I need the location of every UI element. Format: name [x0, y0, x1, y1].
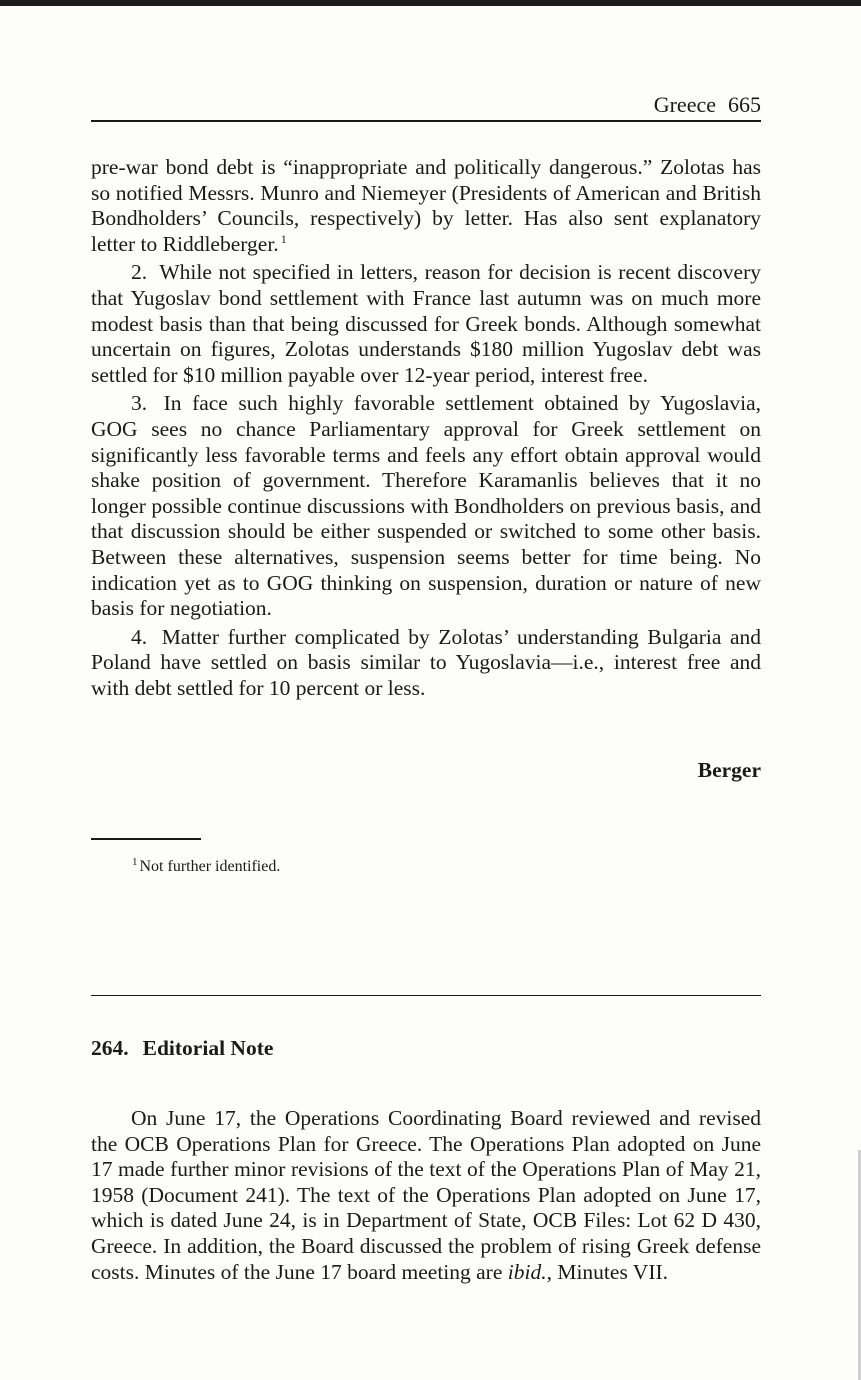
footnote	[132, 856, 752, 878]
footnote-rule	[91, 838, 201, 840]
paragraph-4-number: 4.	[131, 624, 148, 649]
paragraph-2-text: While not specified in letters, reason for decision is recent discovery that Yugoslav bond settlement with France last autumn was on much more modest basis than that being discussed for Greek bonds. Although somewhat uncertain on figures, Zolotas understands $180 million Yugoslav debt was settled for $10 million payable over 12-year period, interest free.	[91, 260, 761, 387]
telegram-body	[91, 155, 761, 704]
signature: Berger	[697, 758, 761, 782]
running-head	[91, 90, 761, 120]
paragraph-3	[91, 391, 761, 621]
section-title: Editorial Note	[142, 1036, 274, 1060]
note-text-ibid: ibid.	[507, 1259, 547, 1284]
section-number: 264.	[91, 1036, 129, 1060]
editorial-note-body	[91, 1106, 761, 1285]
footnote-ref: 1	[280, 231, 287, 246]
paragraph-1-text: pre-war bond debt is “inappropriate and politically dangerous.” Zolotas has so notified Messrs. Munro and Niemeyer (Presidents of American and British Bondholders’ Councils, respectively) by letter. Has also sent explanatory letter to Riddleberger.	[91, 155, 761, 256]
section-heading	[91, 1034, 761, 1062]
editorial-note-paragraph	[91, 1106, 761, 1285]
paragraph-1	[91, 155, 761, 257]
header-rule	[91, 120, 761, 122]
note-text-main: On June 17, the Operations Coordinating Board reviewed and revised the OCB Operations Plan for Greece. The Operations Plan adopted on June 17 made further minor revisions of the text of the Operations Plan of May 21, 1958 (Document 241). The text of the Operations Plan adopted on June 17, which is dated June 24, is in Department of State, OCB Files: Lot 62 D 430, Greece. In addition, the Board discussed the problem of rising Greek defense costs. Minutes of the June 17 board meeting are	[91, 1106, 761, 1284]
paragraph-4	[91, 625, 761, 702]
paragraph-2-number: 2.	[131, 260, 148, 285]
top-edge-bar	[0, 0, 861, 6]
running-head-title: Greece	[653, 92, 716, 117]
section-divider	[91, 995, 761, 996]
paragraph-3-number: 3.	[131, 391, 148, 416]
paragraph-3-text: In face such highly favorable settlement obtained by Yugoslavia, GOG sees no chance Parliamentary approval for Greek settlement on significantly less favorable terms and feels any effort obtain approval would shake position of government. Therefore Karamanlis believes that it no longer possible continue discussions with Bondholders on previous basis, and that discussion should be either suspended or switched to some other basis. Between these alternatives, suspension seems better for time being. No indication yet as to GOG thinking on suspension, duration or nature of new basis for negotiation.	[91, 391, 761, 621]
footnote-marker: 1	[132, 856, 138, 868]
note-text-end: , Minutes VII.	[546, 1259, 669, 1284]
footnote-text: Not further identified.	[139, 858, 281, 875]
page-number: 665	[728, 92, 761, 117]
paragraph-4-text: Matter further complicated by Zolotas’ understanding Bulgaria and Poland have settled on basis similar to Yugoslavia—i.e., interest free and with debt settled for 10 percent or less.	[91, 624, 762, 700]
paragraph-2	[91, 260, 761, 388]
